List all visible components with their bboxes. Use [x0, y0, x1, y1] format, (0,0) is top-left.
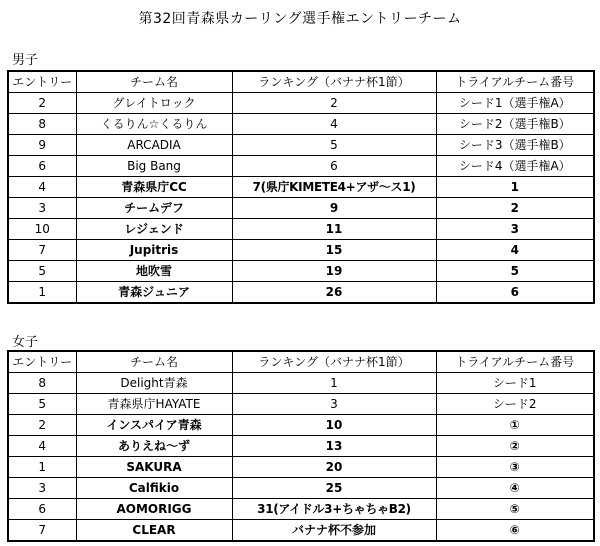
trial-number-cell: ③: [436, 457, 594, 478]
table-row: [8, 219, 594, 240]
team-name-cell: くるりん☆くるりん: [76, 114, 232, 135]
table-row: [8, 520, 594, 542]
table-row: [8, 282, 594, 304]
ranking-cell: 3: [232, 394, 436, 415]
ranking-cell: 4: [232, 114, 436, 135]
team-name-cell: Big Bang: [76, 156, 232, 177]
team-name-cell: 地吹雪: [76, 261, 232, 282]
entry-cell: 5: [8, 261, 76, 282]
entry-cell: 1: [8, 282, 76, 304]
table-row: [8, 261, 594, 282]
trial-number-cell: シード1（選手権A）: [436, 93, 594, 114]
table-row: [8, 114, 594, 135]
table-row: [8, 436, 594, 457]
ranking-cell: 6: [232, 156, 436, 177]
trial-number-cell: シード1: [436, 373, 594, 394]
table-row: [8, 156, 594, 177]
page-title: 第32回青森県カーリング選手権エントリーチーム: [138, 11, 462, 27]
women-section-label: 女子: [12, 335, 39, 350]
team-name-cell: レジェンド: [76, 219, 232, 240]
ranking-cell: 11: [232, 219, 436, 240]
entry-cell: 8: [8, 373, 76, 394]
entry-header: エントリー: [8, 351, 76, 373]
trial-number-cell: シード2（選手権B）: [436, 114, 594, 135]
men-table-body: [8, 93, 594, 304]
entry-cell: 2: [8, 415, 76, 436]
men-header-row: [8, 71, 594, 93]
table-row: [8, 198, 594, 219]
trial-header: トライアルチーム番号: [436, 351, 594, 373]
ranking-cell: 9: [232, 198, 436, 219]
entry-cell: 10: [8, 219, 76, 240]
trial-number-cell: シード2: [436, 394, 594, 415]
table-row: [8, 499, 594, 520]
ranking-cell: 31(アイドル3+ちゃちゃB2): [232, 499, 436, 520]
men-table: [7, 70, 595, 304]
trial-header: トライアルチーム番号: [436, 71, 594, 93]
team-name-cell: インスパイア青森: [76, 415, 232, 436]
team-name-cell: ありえね～ず: [76, 436, 232, 457]
ranking-cell: 20: [232, 457, 436, 478]
team-name-cell: ARCADIA: [76, 135, 232, 156]
table-row: [8, 373, 594, 394]
trial-number-cell: ⑥: [436, 520, 594, 542]
trial-number-cell: ②: [436, 436, 594, 457]
team-name-cell: チームデフ: [76, 198, 232, 219]
ranking-cell: 19: [232, 261, 436, 282]
women-table: [7, 350, 595, 542]
table-row: [8, 478, 594, 499]
entry-cell: 2: [8, 93, 76, 114]
table-row: [8, 93, 594, 114]
trial-number-cell: 1: [436, 177, 594, 198]
table-row: [8, 240, 594, 261]
entry-cell: 4: [8, 436, 76, 457]
entry-cell: 9: [8, 135, 76, 156]
team-name-cell: Calfikio: [76, 478, 232, 499]
team-name-cell: 青森ジュニア: [76, 282, 232, 304]
team-name-cell: Delight青森: [76, 373, 232, 394]
trial-number-cell: ⑤: [436, 499, 594, 520]
entry-cell: 6: [8, 499, 76, 520]
trial-number-cell: 5: [436, 261, 594, 282]
team-header: チーム名: [76, 71, 232, 93]
entry-cell: 8: [8, 114, 76, 135]
ranking-cell: 26: [232, 282, 436, 304]
team-name-cell: グレイトロック: [76, 93, 232, 114]
table-row: [8, 135, 594, 156]
team-name-cell: SAKURA: [76, 457, 232, 478]
table-row: [8, 457, 594, 478]
team-name-cell: 青森県庁CC: [76, 177, 232, 198]
women-header-row: [8, 351, 594, 373]
trial-number-cell: 6: [436, 282, 594, 304]
ranking-cell: 10: [232, 415, 436, 436]
table-row: [8, 177, 594, 198]
ranking-header: ランキング（バナナ杯1節）: [232, 351, 436, 373]
entry-cell: 7: [8, 240, 76, 261]
entry-cell: 7: [8, 520, 76, 542]
entry-cell: 5: [8, 394, 76, 415]
ranking-cell: 7(県庁KIMETE4+アザ～ス1): [232, 177, 436, 198]
trial-number-cell: ①: [436, 415, 594, 436]
men-section-label: 男子: [12, 53, 39, 68]
entry-cell: 3: [8, 198, 76, 219]
team-name-cell: Jupitris: [76, 240, 232, 261]
ranking-cell: 2: [232, 93, 436, 114]
women-table-body: [8, 373, 594, 542]
entry-header: エントリー: [8, 71, 76, 93]
trial-number-cell: 2: [436, 198, 594, 219]
ranking-cell: 13: [232, 436, 436, 457]
trial-number-cell: シード4（選手権A）: [436, 156, 594, 177]
ranking-cell: バナナ杯不参加: [232, 520, 436, 542]
trial-number-cell: 3: [436, 219, 594, 240]
team-name-cell: 青森県庁HAYATE: [76, 394, 232, 415]
table-row: [8, 415, 594, 436]
trial-number-cell: ④: [436, 478, 594, 499]
table-row: [8, 394, 594, 415]
ranking-cell: 15: [232, 240, 436, 261]
ranking-cell: 1: [232, 373, 436, 394]
ranking-cell: 25: [232, 478, 436, 499]
team-name-cell: AOMORIGG: [76, 499, 232, 520]
ranking-header: ランキング（バナナ杯1節）: [232, 71, 436, 93]
entry-cell: 6: [8, 156, 76, 177]
team-header: チーム名: [76, 351, 232, 373]
entry-cell: 3: [8, 478, 76, 499]
entry-cell: 4: [8, 177, 76, 198]
ranking-cell: 5: [232, 135, 436, 156]
trial-number-cell: 4: [436, 240, 594, 261]
team-name-cell: CLEAR: [76, 520, 232, 542]
entry-cell: 1: [8, 457, 76, 478]
trial-number-cell: シード3（選手権B）: [436, 135, 594, 156]
